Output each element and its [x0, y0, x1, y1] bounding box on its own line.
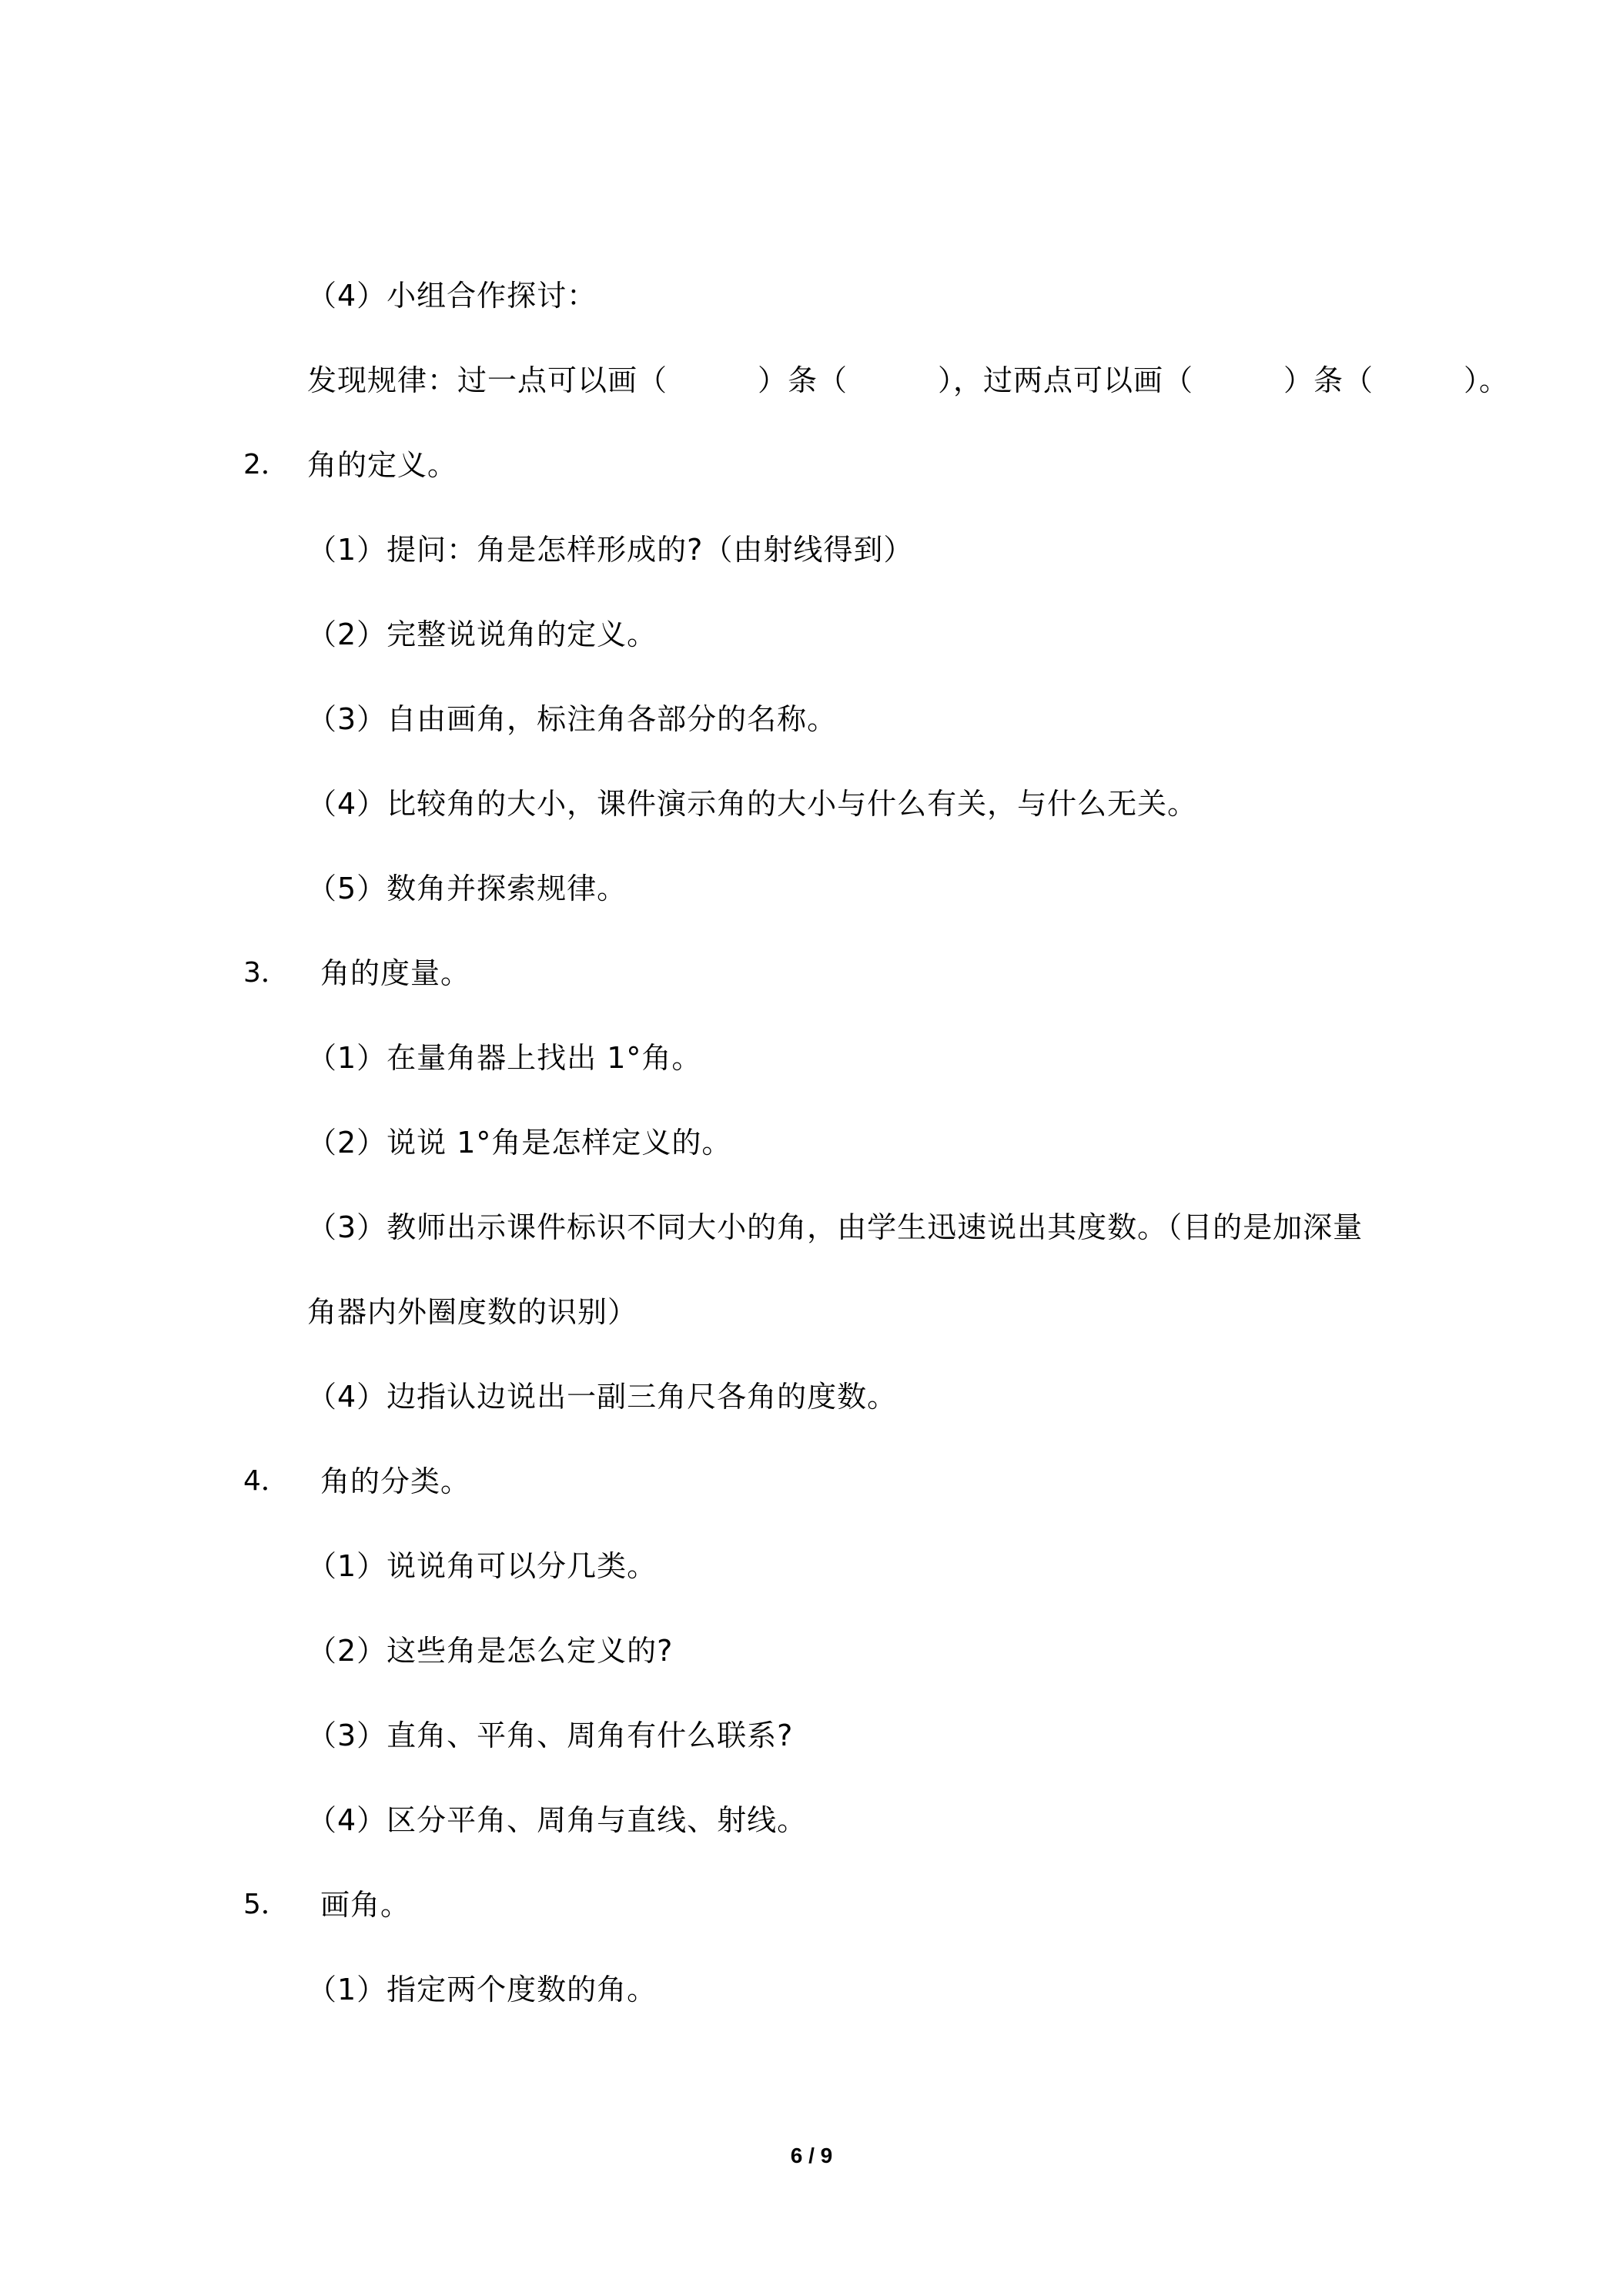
section-heading: 角的定义。: [307, 448, 458, 482]
text-line: （4）小组合作探讨：: [307, 279, 597, 313]
section-number: 4．: [243, 1465, 289, 1497]
text-line: 发现规律：过一点可以画（ ）条（ ），过两点可以画（ ）条（ ）。: [307, 363, 1510, 397]
section-number: 2．: [243, 449, 289, 480]
text-line: 角器内外圈度数的识别）: [307, 1295, 638, 1329]
page-number: 6 / 9: [790, 2144, 833, 2167]
text-line: （2）完整说说角的定义。: [307, 618, 658, 651]
text-line: （3）自由画角，标注角各部分的名称。: [307, 702, 838, 736]
section-number: 3．: [243, 957, 289, 989]
section-heading: 画角。: [320, 1888, 411, 1922]
text-line: （4）区分平角、周角与直线、射线。: [307, 1803, 808, 1837]
text-line: （1）说说角可以分几类。: [307, 1549, 658, 1583]
text-line: （2）说说 1°角是怎样定义的。: [307, 1126, 732, 1160]
section-heading: 角的度量。: [320, 956, 471, 990]
text-line: （2）这些角是怎么定义的?: [307, 1634, 674, 1668]
text-line: （5）数角并探索规律。: [307, 872, 627, 905]
section-heading: 角的分类。: [320, 1464, 471, 1498]
text-line: （1）在量角器上找出 1°角。: [307, 1041, 702, 1075]
text-line: （3）教师出示课件标识不同大小的角，由学生迅速说出其度数。（目的是加深量: [307, 1210, 1364, 1244]
text-line: （4）比较角的大小，课件演示角的大小与什么有关，与什么无关。: [307, 787, 1198, 821]
text-line: （1）提问：角是怎样形成的?（由射线得到）: [307, 533, 914, 567]
text-line: （3）直角、平角、周角有什么联系?: [307, 1719, 794, 1752]
section-number: 5．: [243, 1889, 289, 1920]
text-line: （1）指定两个度数的角。: [307, 1973, 658, 2006]
text-line: （4）边指认边说出一副三角尺各角的度数。: [307, 1380, 898, 1414]
